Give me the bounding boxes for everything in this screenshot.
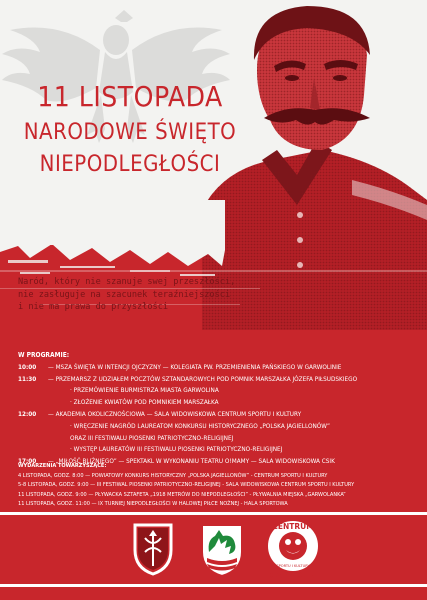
centrum-logo-ring-text: SPORTU I KULTURY (276, 564, 310, 568)
programme-item (18, 374, 415, 386)
county-crest-icon (199, 522, 245, 578)
side-event-item: 4 LISTOPADA, GODZ. 8:00 — POWIATOWY KONKURS HISTORYCZNY „POLSKA JAGIELLONÓW” - CENTRUM SPORTU I KULTURY (18, 472, 328, 479)
side-events (18, 462, 419, 510)
programme-text: — AKADEMIA OKOLICZNOŚCIOWA — SALA WIDOWISKOWA CENTRUM SPORTU I KULTURY (48, 409, 302, 418)
title-line-3: NIEPODLEGŁOŚCI (39, 152, 221, 177)
programme-time: 12:00 (18, 409, 37, 418)
centrum-garwolin-logo (262, 516, 324, 580)
side-event-item: 5-8 LISTOPADA, GODZ. 9:00 — III FESTIWAL PIOSENKI PATRIOTYCZNO-RELIGIJNEJ - SALA WIDOWISKOWA CENTRUM SPORTU I KULTURY (18, 482, 355, 489)
programme (18, 350, 415, 468)
quote-line: Naród, który nie szanuje swej przeszłości, (18, 277, 236, 287)
footer-rule-bottom (0, 584, 427, 587)
programme-text: — PRZEMARSZ Z UDZIAŁEM POCZTÓW SZTANDAROWYCH POD POMNIK MARSZAŁKA JÓZEFA PIŁSUDSKIEGO (48, 374, 358, 383)
programme-text: — MSZA ŚWIĘTA W INTENCJI OJCZYZNY — KOLEGIATA PW. PRZEMIENIENIA PAŃSKIEGO W GARWOLINIE (48, 362, 342, 371)
title-line-2: NARODOWE ŚWIĘTO (23, 120, 237, 145)
centrum-logo-top-text: CENTRUM (272, 522, 314, 531)
footer-rule-top (0, 512, 427, 515)
programme-time: 10:00 (18, 362, 37, 371)
programme-time: 17:00 (18, 457, 37, 466)
side-event-item: 11 LISTOPADA, GODZ. 11:00 — IX TURNIEJ NIEPODLEGŁOŚCI W HALOWEJ PIŁCE NOŻNEJ - HALA SPORTOWA (18, 501, 288, 508)
programme-time: 11:30 (18, 374, 37, 383)
side-event-item: 11 LISTOPADA, GODZ. 9:00 — PŁYWACKA SZTAFETA „1918 METRÓW DO NIEPODLEGŁOŚCI” - PŁYWALNIA MIEJSKA „GARWOLANKA” (18, 491, 346, 498)
programme-text: — „MIŁOŚĆ BLIŹNIEGO” — SPEKTAKL W WYKONANIU TEATRU O!MAMY — SALA WIDOWISKOWA CSIK (48, 457, 335, 466)
quote-line: nie zasługuje na szacunek teraźniejszości (18, 289, 231, 300)
programme-item (18, 362, 415, 374)
programme-subitem: · PRZEMÓWIENIE BURMISTRZA MIASTA GARWOLINA (70, 386, 219, 395)
programme-subitem: · ZŁOŻENIE KWIATÓW POD POMNIKIEM MARSZAŁKA (70, 398, 219, 407)
programme-subitem: · WRĘCZENIE NAGRÓD LAUREATOM KONKURSU HISTORYCZNEGO „POLSKA JAGIELLONÓW” (70, 421, 330, 430)
programme-item (18, 409, 415, 421)
town-crest-icon (132, 522, 174, 576)
quote-line: i nie ma prawa do przyszłości (18, 302, 169, 312)
programme-subitem: · WYSTĘP LAUREATÓW III FESTIWALU PIOSENKI PATRIOTYCZNO-RELIGIJNEJ (70, 445, 283, 454)
centrum-logo-bottom-text: GARWOLIN (269, 571, 317, 580)
quote (18, 276, 235, 314)
side-events-heading: WYDARZENIA TOWARZYSZĄCE: (18, 463, 107, 469)
programme-subitem: ORAZ III FESTIWALU PIOSENKI PATRIOTYCZNO-RELIGIJNEJ (70, 433, 234, 442)
title-date: 11 LISTOPADA (37, 80, 223, 113)
programme-heading: W PROGRAMIE: (18, 351, 70, 359)
